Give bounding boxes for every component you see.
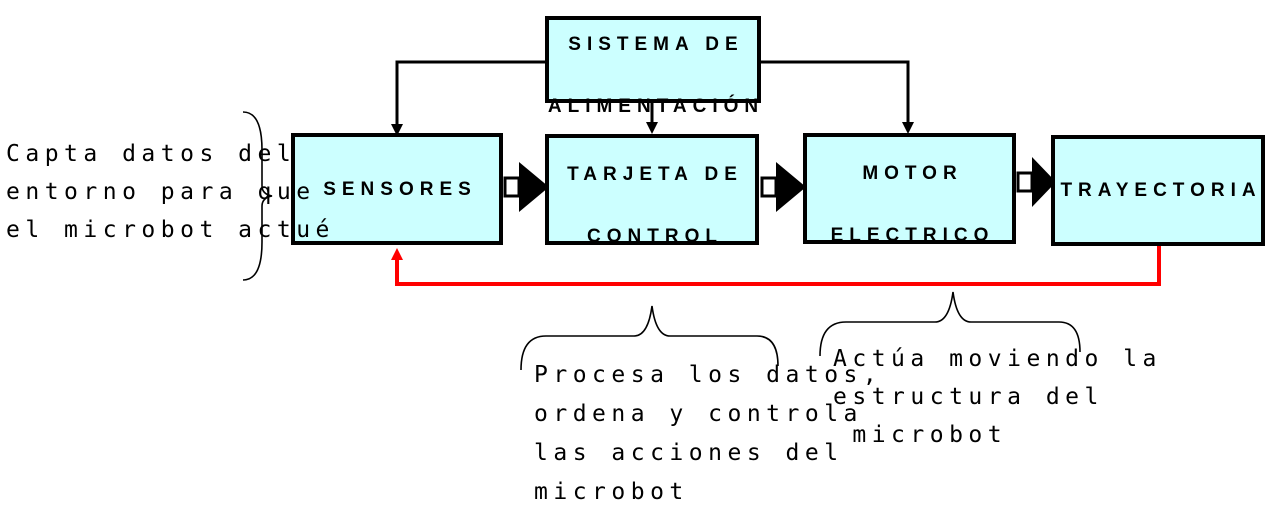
arrow-control-to-motor [762, 162, 806, 212]
power-supply-label: SISTEMA DE ALIMENTACIÓN [547, 33, 765, 117]
control-board-box [545, 134, 759, 245]
electric-motor-label: MOTOR ELECTRICO [830, 162, 995, 246]
sensors-note: Capta datos del entorno para que el microbot actué [6, 141, 335, 243]
power-supply-box [545, 16, 765, 117]
control-board-label: TARJETA DE CONTROL [567, 163, 743, 247]
power-to-motor-line [757, 62, 908, 124]
sensors-label: SENSORES [323, 178, 477, 200]
electric-motor-box [803, 133, 1016, 244]
arrow-sensors-to-control [505, 162, 549, 212]
motor-note: Actúa moviendo la estructura del microbot [833, 346, 1162, 448]
feedback-line [397, 246, 1159, 284]
control-note: Procesa los datos, ordena y controla las acciones del microbot [534, 362, 883, 505]
power-to-sensors-line [397, 62, 549, 126]
feedback-arrowhead [391, 248, 403, 260]
trajectory-label: TRAYECTORIA [1060, 180, 1262, 201]
trajectory-box [1051, 135, 1265, 246]
